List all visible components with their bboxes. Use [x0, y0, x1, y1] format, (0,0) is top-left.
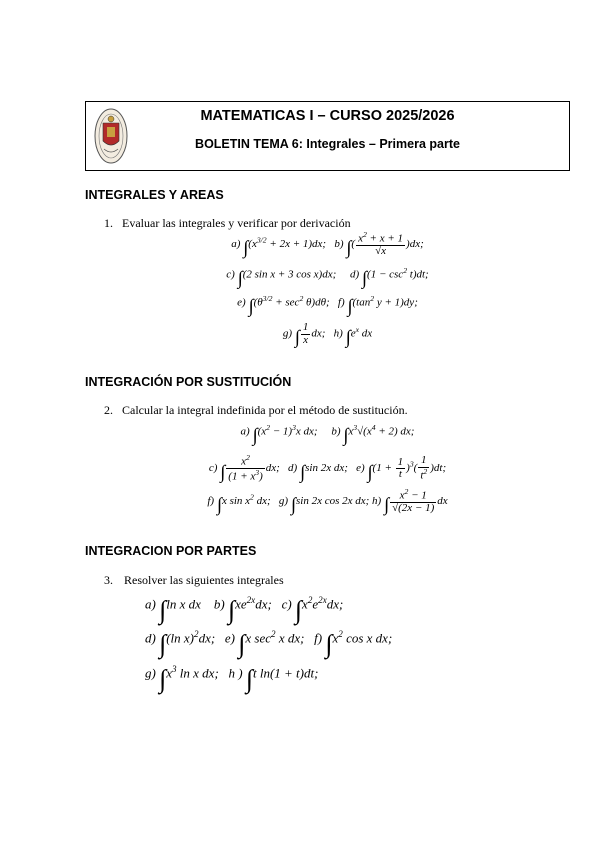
item-instruction-1: Evaluar las integrales y verificar por derivación — [122, 216, 351, 230]
item-instruction-3: Resolver las siguientes integrales — [124, 573, 284, 587]
item-number-3: 3. — [104, 573, 113, 587]
page-title: MATEMATICAS I – CURSO 2025/2026 — [200, 108, 455, 124]
section-title-integrales-areas: INTEGRALES Y AREAS — [85, 188, 224, 202]
formula-line: c) ∫ $\frac{x^2}{(1 + x^3)}$ dx; d) ∫sin 2x dx; e) ∫(1 + $\frac{1}{t}$ )$^3$( $\frac{1}{t^2}$ )dt; — [208, 453, 447, 483]
formula-line: c) ∫(2 sin x + 3 cos x)dx; d) $\int(1 - \csc^2 t)dt$; — [226, 266, 429, 290]
item-number-2: 2. — [104, 403, 113, 417]
formula-line: a) $\int(x^{3/2} + 2x + 1)dx$; b) ∫( $\frac{x^2 + x + 1}{√x}$ )dx; — [231, 230, 424, 259]
formula-line: g) $\int x^3$ ln x dx; h ) ∫t ln(1 + t)dt; — [145, 664, 319, 694]
item-number-1: 1. — [104, 216, 113, 230]
formula-line: e) $\int(\theta^{3/2} + \sec^2 \theta)d\theta$; f) $\int(\tan^2$ y + 1)dy; — [237, 294, 418, 318]
formula-line: f) ∫x $\sin x^2$ dx; g) ∫sin 2x cos 2x dx; h) ∫ $\frac{x^2 - 1}{√(2x - 1)}$ dx — [207, 487, 448, 516]
formula-line: a) $\int(x^2 - 1)^3x$ dx; b) $\int x^3√(x^4 + 2)$ dx; — [240, 423, 415, 447]
section-title-partes: INTEGRACION POR PARTES — [85, 544, 257, 558]
section-title-sustitucion: INTEGRACIÓN POR SUSTITUCIÓN — [85, 375, 292, 389]
formula-line: a) ∫ln x dx b) $\int xe^{2x}dx$; c) $\int x^2e^{2x}dx$; — [145, 595, 344, 625]
header-box — [85, 101, 570, 171]
formula-line: d) ∫(ln x)$^2$dx; e) ∫x $\sec^2 x$ dx; f) $\int x^2$ cos x dx; — [145, 629, 393, 659]
item-instruction-2: Calcular la integral indefinida por el método de sustitución. — [122, 403, 408, 417]
page-subtitle: BOLETIN TEMA 6: Integrales – Primera parte — [195, 137, 460, 151]
formula-line: g) ∫ $\frac{1}{x}$ dx; h) $\int e^x$ dx — [282, 321, 373, 349]
